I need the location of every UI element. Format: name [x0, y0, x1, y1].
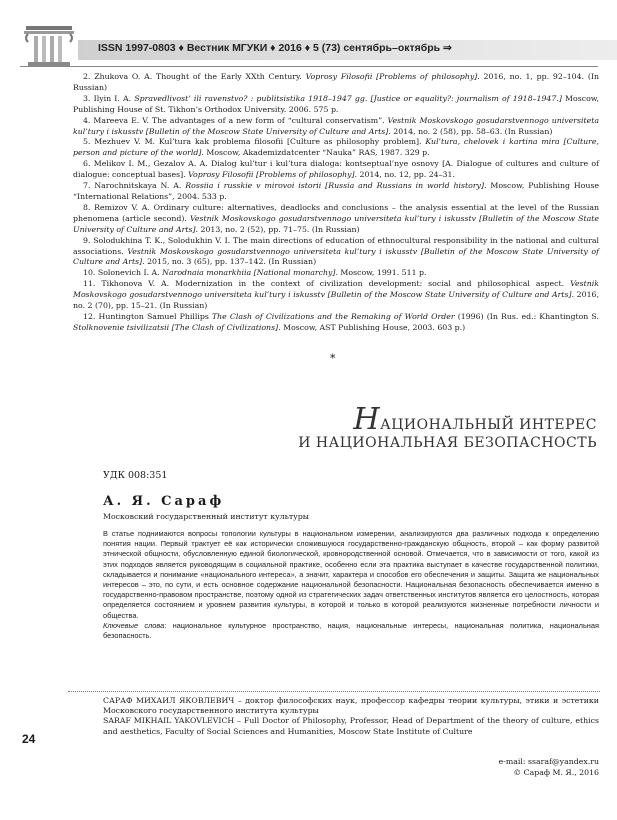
- header-rule: [20, 66, 598, 67]
- author-bio: [103, 696, 599, 737]
- keywords: Ключевые слова: национальное культурное пространство, нация, национальные интересы, национальная политика, национальная безопасность.: [103, 620, 599, 641]
- reference-item: 7. Narochnitskaya N. A. Rossiia i russkie v mirovoi istorii [Russia and Russians in world history]. Moscow, Publishing House “International Relations”, 2004. 533 p.: [73, 181, 599, 201]
- bio-russian: САРАФ МИХАИЛ ЯКОВЛЕВИЧ – доктор философских наук, профессор кафедры теории культуры, этики и эстетики Московского государственного института культуры: [103, 696, 599, 716]
- page-header: [20, 30, 602, 60]
- reference-item: 8. Remizov V. A. Ordinary culture: alternatives, deadlocks and conclusions – the analysis essential at the level of the Russian phenomena (article second). Vestnik Moskovskogo gosudarstvennogo universiteta kul’tury i iskusstv [Bulletin of the Moscow State University of Culture and Arts]. 2013, no. 2 (52), pp. 71–75. (In Russian): [73, 202, 600, 234]
- abstract-text: В статье поднимаются вопросы топологии культуры в национальном измерении, анализируются два различных подхода к определению понятия нации. Первый трактует её как исторически сложившуюся государственно-гражданскую общность, второй – как форму развитой этнической общности, обусловленную единой биологической, кровнородственной основой. Отмечается, что в зависимости от того, какой из этих подходов является руководящим в социальной практике, особенно если эта практика выступает в качестве государственной политики, складывается и понимание «национального интереса», а значит, характера и способов его обеспечения и защиты. Защита же национальных интересов – это, по сути, и есть основное содержание национальной безопасности. Национальная безопасность обеспечивается именно в государственно-правовом пространстве, поэтому одной из стратегических задач ответственных институтов является его целостность, которая определяется состоянием и уровнем развития культуры, в которой и только в которой реализуются жизненные потребности личности и общества.: [103, 529, 599, 620]
- journal-header: ISSN 1997-0803 ♦ Вестник МГУКИ ♦ 2016 ♦ 5 (73) сентябрь–октябрь ⇒: [98, 42, 452, 54]
- reference-item: 2. Zhukova O. A. Thought of the Early XXth Century. Voprosy Filosofii [Problems of philosophy]. 2016, no. 1, pp. 92–104. (In Russian): [73, 72, 599, 92]
- author-email[interactable]: e-mail: ssaraf@yandex.ru: [498, 757, 599, 766]
- dotted-divider: [68, 691, 600, 692]
- bio-english: SARAF MIKHAIL YAKOVLEVICH – Full Doctor of Philosophy, Professor, Head of Department of the theory of culture, ethics and aesthetics, Faculty of Social Sciences and Humanities, Moscow State Institute of Culture: [103, 716, 599, 736]
- keywords-label: Ключевые слова: [103, 620, 165, 630]
- reference-list: [73, 72, 599, 334]
- section-title-line1: АЦИОНАЛЬНЫЙ ИНТЕРЕС: [380, 417, 597, 433]
- copyright: © Сараф М. Я., 2016: [513, 768, 599, 777]
- page-number: 24: [22, 732, 36, 746]
- section-separator: *: [330, 352, 336, 365]
- author-affiliation: Московский государственный институт культуры: [103, 512, 309, 521]
- reference-item: 4. Mareeva E. V. The advantages of a new form of “cultural conservatism”. Vestnik Moskovskogo gosudarstvennogo universiteta kul’tury i iskusstv [Bulletin of the Moscow State University of Culture and Arts]. 2014, no. 2 (58), pp. 58–63. (In Russian): [73, 115, 599, 136]
- reference-item: 10. Solonevich I. A. Narodnaia monarkhiia [National monarchy]. Moscow, 1991. 511 p.: [83, 268, 427, 278]
- section-title: [298, 402, 597, 451]
- reference-item: 9. Solodukhina T. K., Solodukhin V. I. The main directions of education of ethnocultural responsibility in the national and cultural associations. Vestnik Moskovskogo gosudarstvennogo universiteta kul’tury i iskusstv [Bulletin of the Moscow State University of Culture and Arts]. 2015, no. 3 (65), pp. 137–142. (In Russian): [73, 235, 600, 267]
- abstract: [103, 529, 599, 641]
- drop-cap: Н: [353, 402, 381, 437]
- udk-code: УДК 008:351: [103, 470, 168, 481]
- reference-item: 11. Tikhonova V. A. Modernization in the context of civilization development: social and philosophical aspect. Vestnik Moskovskogo gosudarstvennogo universiteta kul’tury i iskusstv [Bulletin of the Moscow State University of Culture and Arts]. 2016, no. 2 (70), pp. 15–21. (In Russian): [73, 279, 599, 311]
- reference-item: 3. Ilyin I. A. Spravedlivost’ ili ravenstvo? : publitsistika 1918–1947 gg. [Justice or equality?: journalism of 1918–1947.] Moscow, Publishing House of St. Tikhon’s Orthodox University. 2006. 575 p.: [73, 93, 600, 114]
- column-logo-icon: [20, 20, 78, 68]
- reference-item: 12. Huntington Samuel Phillips The Clash of Civilizations and the Remaking of World Order (1996) (In Rus. ed.: Khantington S. Stolknovenie tsivilizatsii [The Clash of Civilizations]. Moscow, AST Publishing House, 2003. 603 p.): [73, 311, 599, 332]
- reference-item: 5. Mezhuev V. M. Kul’tura kak problema filosofii [Culture as philosophy problem]. Kul’tura, chelovek i kartina mira [Culture, person and picture of the world]. Moscow, Akademizdatcenter “Nauka” RAS, 1987. 329 p.: [73, 137, 599, 158]
- author-name: А. Я. Сараф: [103, 494, 225, 509]
- section-title-line2: И НАЦИОНАЛЬНАЯ БЕЗОПАСНОСТЬ: [298, 435, 597, 451]
- contact-block: [499, 756, 599, 778]
- reference-item: 6. Melikov I. M., Gezalov A. A. Dialog kul’tur i kul’tura dialoga: kontseptual’nye osnovy [A. Dialogue of cultures and culture of dialogue: conceptual bases]. Voprosy Filosofii [Problems of philosophy]. 2014, no. 12, pp. 24–31.: [73, 159, 599, 180]
